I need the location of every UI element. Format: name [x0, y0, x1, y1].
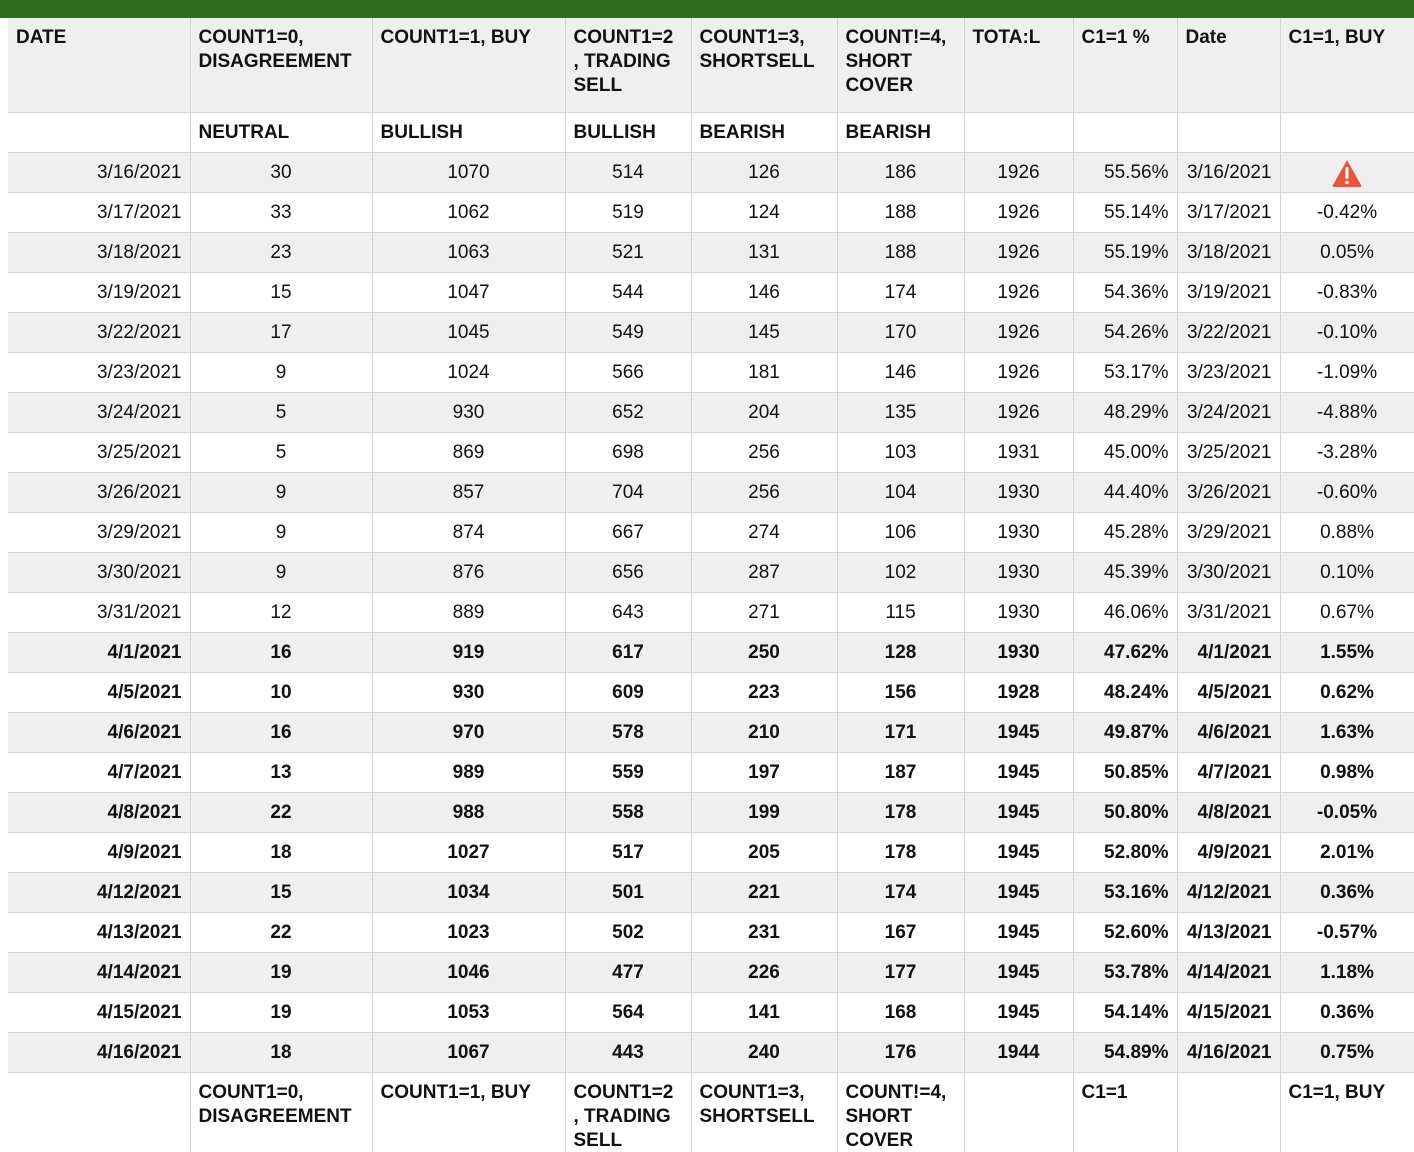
cell-date[interactable]: 4/14/2021 — [8, 953, 190, 993]
cell-c1-pct[interactable]: 53.16% — [1073, 873, 1177, 913]
table-row — [8, 233, 1414, 273]
cell-c1-buy[interactable]: -0.57% — [1280, 913, 1414, 953]
cell-date2[interactable]: 3/17/2021 — [1177, 193, 1280, 233]
cell-date[interactable]: 3/23/2021 — [8, 353, 190, 393]
cell-disagreement[interactable]: COUNT1=0, DISAGREEMENT — [190, 18, 372, 113]
cell-disagreement[interactable]: 9 — [190, 473, 372, 513]
cell-date[interactable]: 3/19/2021 — [8, 273, 190, 313]
cell-date2[interactable]: Date — [1177, 18, 1280, 113]
cell-date[interactable]: 4/9/2021 — [8, 833, 190, 873]
cell-c1-buy[interactable]: -0.42% — [1280, 193, 1414, 233]
table-row — [8, 593, 1414, 633]
cell-buy[interactable]: 1023 — [372, 913, 565, 953]
cell-disagreement[interactable]: 23 — [190, 233, 372, 273]
cell-c1-pct[interactable]: 53.78% — [1073, 953, 1177, 993]
footer-row — [8, 1073, 1414, 1152]
cell-short-cover[interactable]: 104 — [837, 473, 964, 513]
cell-short-cover[interactable]: 178 — [837, 833, 964, 873]
cell-trading-sell[interactable]: 617 — [565, 633, 691, 673]
cell-total[interactable]: 1945 — [964, 753, 1073, 793]
cell-buy[interactable]: 1024 — [372, 353, 565, 393]
cell-shortsell[interactable]: 223 — [691, 673, 837, 713]
cell-buy[interactable]: 919 — [372, 633, 565, 673]
table-row — [8, 753, 1414, 793]
cell-c1-buy[interactable]: -0.05% — [1280, 793, 1414, 833]
cell-date[interactable] — [8, 1073, 190, 1152]
table-row — [8, 353, 1414, 393]
cell-c1-pct[interactable]: 53.17% — [1073, 353, 1177, 393]
cell-c1-pct[interactable]: 45.39% — [1073, 553, 1177, 593]
cell-short-cover[interactable]: 128 — [837, 633, 964, 673]
cell-date[interactable]: 4/15/2021 — [8, 993, 190, 1033]
cell-trading-sell[interactable]: 578 — [565, 713, 691, 753]
cell-trading-sell[interactable]: 698 — [565, 433, 691, 473]
cell-buy[interactable]: 1070 — [372, 153, 565, 193]
cell-total[interactable]: 1926 — [964, 273, 1073, 313]
cell-total[interactable] — [964, 1073, 1073, 1152]
cell-buy[interactable]: 1067 — [372, 1033, 565, 1073]
cell-buy[interactable]: 1034 — [372, 873, 565, 913]
cell-total[interactable]: TOTA:L — [964, 18, 1073, 113]
cell-short-cover[interactable]: 178 — [837, 793, 964, 833]
cell-date[interactable]: 4/6/2021 — [8, 713, 190, 753]
cell-shortsell[interactable]: 126 — [691, 153, 837, 193]
cell-date[interactable] — [8, 113, 190, 153]
cell-short-cover[interactable]: 177 — [837, 953, 964, 993]
cell-trading-sell[interactable]: 501 — [565, 873, 691, 913]
table-row — [8, 393, 1414, 433]
cell-trading-sell[interactable]: 558 — [565, 793, 691, 833]
toolbar-strip — [0, 0, 1414, 18]
cell-c1-pct[interactable]: 45.00% — [1073, 433, 1177, 473]
cell-disagreement[interactable]: NEUTRAL — [190, 113, 372, 153]
cell-total[interactable]: 1930 — [964, 513, 1073, 553]
cell-shortsell[interactable]: 124 — [691, 193, 837, 233]
cell-c1-pct[interactable]: 54.14% — [1073, 993, 1177, 1033]
cell-disagreement[interactable]: 22 — [190, 913, 372, 953]
cell-shortsell[interactable]: 287 — [691, 553, 837, 593]
cell-c1-pct[interactable]: 48.24% — [1073, 673, 1177, 713]
cell-buy[interactable]: 1062 — [372, 193, 565, 233]
cell-date2[interactable]: 4/13/2021 — [1177, 913, 1280, 953]
cell-short-cover[interactable]: 115 — [837, 593, 964, 633]
cell-short-cover[interactable]: 135 — [837, 393, 964, 433]
cell-buy[interactable]: 889 — [372, 593, 565, 633]
cell-total[interactable]: 1926 — [964, 313, 1073, 353]
cell-c1-pct[interactable]: 49.87% — [1073, 713, 1177, 753]
warning-triangle-icon — [1331, 158, 1363, 188]
cell-c1-pct[interactable]: C1=1 % — [1073, 18, 1177, 113]
cell-disagreement[interactable]: 9 — [190, 553, 372, 593]
cell-short-cover[interactable]: 156 — [837, 673, 964, 713]
cell-total[interactable]: 1930 — [964, 473, 1073, 513]
cell-short-cover[interactable]: 171 — [837, 713, 964, 753]
cell-trading-sell[interactable]: 502 — [565, 913, 691, 953]
cell-total[interactable]: 1926 — [964, 353, 1073, 393]
cell-short-cover[interactable]: 102 — [837, 553, 964, 593]
cell-buy[interactable]: 1063 — [372, 233, 565, 273]
cell-date2[interactable]: 3/22/2021 — [1177, 313, 1280, 353]
cell-disagreement[interactable]: 16 — [190, 713, 372, 753]
cell-buy[interactable]: 1047 — [372, 273, 565, 313]
cell-date2[interactable]: 4/15/2021 — [1177, 993, 1280, 1033]
cell-buy[interactable]: 930 — [372, 673, 565, 713]
table-row — [8, 313, 1414, 353]
cell-short-cover[interactable]: 174 — [837, 873, 964, 913]
cell-trading-sell[interactable]: 652 — [565, 393, 691, 433]
cell-short-cover[interactable]: 168 — [837, 993, 964, 1033]
cell-disagreement[interactable]: 9 — [190, 513, 372, 553]
table-row — [8, 553, 1414, 593]
cell-buy[interactable]: 874 — [372, 513, 565, 553]
cell-trading-sell[interactable]: BULLISH — [565, 113, 691, 153]
cell-buy[interactable]: 1046 — [372, 953, 565, 993]
cell-date2[interactable]: 4/1/2021 — [1177, 633, 1280, 673]
data-table — [8, 18, 1414, 1152]
cell-trading-sell[interactable]: 544 — [565, 273, 691, 313]
cell-buy[interactable]: 988 — [372, 793, 565, 833]
cell-c1-buy[interactable]: 1.18% — [1280, 953, 1414, 993]
cell-date[interactable]: 3/26/2021 — [8, 473, 190, 513]
cell-c1-buy[interactable]: 0.67% — [1280, 593, 1414, 633]
cell-shortsell[interactable]: 210 — [691, 713, 837, 753]
cell-total[interactable]: 1945 — [964, 953, 1073, 993]
cell-disagreement[interactable]: 18 — [190, 1033, 372, 1073]
cell-c1-pct[interactable] — [1073, 113, 1177, 153]
cell-c1-pct[interactable]: 50.85% — [1073, 753, 1177, 793]
cell-trading-sell[interactable]: 517 — [565, 833, 691, 873]
cell-c1-buy[interactable]: -0.10% — [1280, 313, 1414, 353]
cell-date[interactable]: 4/16/2021 — [8, 1033, 190, 1073]
table-row — [8, 913, 1414, 953]
cell-shortsell[interactable]: 250 — [691, 633, 837, 673]
cell-c1-pct[interactable]: 50.80% — [1073, 793, 1177, 833]
cell-total[interactable]: 1930 — [964, 593, 1073, 633]
cell-date2[interactable]: 4/9/2021 — [1177, 833, 1280, 873]
cell-buy[interactable]: 989 — [372, 753, 565, 793]
cell-trading-sell[interactable]: 704 — [565, 473, 691, 513]
cell-date[interactable]: 4/13/2021 — [8, 913, 190, 953]
cell-c1-pct[interactable]: 52.80% — [1073, 833, 1177, 873]
cell-c1-buy[interactable]: 0.36% — [1280, 993, 1414, 1033]
cell-c1-pct[interactable]: 52.60% — [1073, 913, 1177, 953]
cell-disagreement[interactable]: 22 — [190, 793, 372, 833]
table-row — [8, 953, 1414, 993]
cell-c1-buy[interactable]: C1=1, BUY — [1280, 1073, 1414, 1152]
cell-c1-buy[interactable]: 0.62% — [1280, 673, 1414, 713]
cell-buy[interactable]: BULLISH — [372, 113, 565, 153]
cell-c1-buy[interactable]: 0.98% — [1280, 753, 1414, 793]
table-row — [8, 153, 1414, 193]
cell-c1-buy[interactable]: -4.88% — [1280, 393, 1414, 433]
cell-c1-pct[interactable]: 55.14% — [1073, 193, 1177, 233]
cell-date2[interactable] — [1177, 1073, 1280, 1152]
cell-trading-sell[interactable]: 477 — [565, 953, 691, 993]
cell-short-cover[interactable]: 170 — [837, 313, 964, 353]
cell-shortsell[interactable]: BEARISH — [691, 113, 837, 153]
cell-disagreement[interactable]: 12 — [190, 593, 372, 633]
cell-shortsell[interactable]: 271 — [691, 593, 837, 633]
cell-date[interactable]: 4/8/2021 — [8, 793, 190, 833]
cell-date[interactable]: 3/31/2021 — [8, 593, 190, 633]
cell-total[interactable]: 1931 — [964, 433, 1073, 473]
cell-short-cover[interactable]: 176 — [837, 1033, 964, 1073]
cell-disagreement[interactable]: 17 — [190, 313, 372, 353]
cell-total[interactable]: 1926 — [964, 193, 1073, 233]
cell-date[interactable]: 3/16/2021 — [8, 153, 190, 193]
cell-disagreement[interactable]: COUNT1=0, DISAGREEMENT — [190, 1073, 372, 1152]
cell-total[interactable]: 1926 — [964, 233, 1073, 273]
cell-buy[interactable]: COUNT1=1, BUY — [372, 18, 565, 113]
cell-date2[interactable]: 4/8/2021 — [1177, 793, 1280, 833]
cell-c1-pct[interactable]: 54.89% — [1073, 1033, 1177, 1073]
cell-trading-sell[interactable]: COUNT1=2 , TRADING SELL — [565, 1073, 691, 1152]
cell-date[interactable]: 3/25/2021 — [8, 433, 190, 473]
cell-short-cover[interactable]: 188 — [837, 193, 964, 233]
cell-short-cover[interactable]: 187 — [837, 753, 964, 793]
cell-date2[interactable]: 3/30/2021 — [1177, 553, 1280, 593]
cell-date2[interactable]: 3/29/2021 — [1177, 513, 1280, 553]
cell-date2[interactable]: 3/16/2021 — [1177, 153, 1280, 193]
cell-shortsell[interactable]: 256 — [691, 473, 837, 513]
cell-date2[interactable]: 4/6/2021 — [1177, 713, 1280, 753]
cell-total[interactable]: 1945 — [964, 793, 1073, 833]
cell-date2[interactable]: 4/16/2021 — [1177, 1033, 1280, 1073]
cell-short-cover[interactable]: 188 — [837, 233, 964, 273]
cell-shortsell[interactable]: 141 — [691, 993, 837, 1033]
cell-buy[interactable]: 930 — [372, 393, 565, 433]
cell-c1-buy[interactable] — [1280, 153, 1414, 193]
cell-shortsell[interactable]: 221 — [691, 873, 837, 913]
cell-disagreement[interactable]: 18 — [190, 833, 372, 873]
cell-trading-sell[interactable]: 566 — [565, 353, 691, 393]
table-row — [8, 673, 1414, 713]
cell-total[interactable]: 1945 — [964, 913, 1073, 953]
cell-date[interactable]: 3/18/2021 — [8, 233, 190, 273]
cell-buy[interactable]: 876 — [372, 553, 565, 593]
cell-disagreement[interactable]: 15 — [190, 873, 372, 913]
cell-c1-buy[interactable]: 0.05% — [1280, 233, 1414, 273]
cell-short-cover[interactable]: 146 — [837, 353, 964, 393]
cell-shortsell[interactable]: 274 — [691, 513, 837, 553]
cell-c1-buy[interactable]: 0.88% — [1280, 513, 1414, 553]
cell-date2[interactable]: 4/12/2021 — [1177, 873, 1280, 913]
cell-shortsell[interactable]: 205 — [691, 833, 837, 873]
cell-c1-buy[interactable]: -3.28% — [1280, 433, 1414, 473]
cell-date2[interactable]: 3/26/2021 — [1177, 473, 1280, 513]
cell-date2[interactable]: 3/31/2021 — [1177, 593, 1280, 633]
cell-disagreement[interactable]: 33 — [190, 193, 372, 233]
cell-total[interactable]: 1945 — [964, 873, 1073, 913]
cell-short-cover[interactable]: COUNT!=4, SHORT COVER — [837, 18, 964, 113]
cell-shortsell[interactable]: 146 — [691, 273, 837, 313]
table-row — [8, 633, 1414, 673]
table-row — [8, 513, 1414, 553]
cell-date2[interactable]: 4/5/2021 — [1177, 673, 1280, 713]
cell-total[interactable]: 1928 — [964, 673, 1073, 713]
table-row — [8, 713, 1414, 753]
cell-disagreement[interactable]: 19 — [190, 993, 372, 1033]
cell-date2[interactable] — [1177, 113, 1280, 153]
cell-total[interactable]: 1930 — [964, 633, 1073, 673]
cell-c1-pct[interactable]: 55.56% — [1073, 153, 1177, 193]
cell-shortsell[interactable]: COUNT1=3, SHORTSELL — [691, 1073, 837, 1152]
cell-c1-buy[interactable]: C1=1, BUY — [1280, 18, 1414, 113]
cell-date[interactable]: DATE — [8, 18, 190, 113]
header-row — [8, 18, 1414, 113]
cell-shortsell[interactable]: 145 — [691, 313, 837, 353]
cell-trading-sell[interactable]: 443 — [565, 1033, 691, 1073]
cell-trading-sell[interactable]: 656 — [565, 553, 691, 593]
cell-c1-buy[interactable]: 0.75% — [1280, 1033, 1414, 1073]
spreadsheet — [8, 18, 1414, 1152]
table-row — [8, 793, 1414, 833]
cell-c1-buy[interactable]: -0.83% — [1280, 273, 1414, 313]
cell-total[interactable]: 1926 — [964, 393, 1073, 433]
table-row — [8, 993, 1414, 1033]
cell-total[interactable]: 1945 — [964, 833, 1073, 873]
cell-total[interactable]: 1944 — [964, 1033, 1073, 1073]
cell-buy[interactable]: 970 — [372, 713, 565, 753]
cell-disagreement[interactable]: 9 — [190, 353, 372, 393]
cell-short-cover[interactable]: 106 — [837, 513, 964, 553]
cell-buy[interactable]: 869 — [372, 433, 565, 473]
cell-date[interactable]: 4/7/2021 — [8, 753, 190, 793]
cell-short-cover[interactable]: 174 — [837, 273, 964, 313]
cell-c1-buy[interactable]: -0.60% — [1280, 473, 1414, 513]
cell-total[interactable]: 1945 — [964, 993, 1073, 1033]
table-row — [8, 193, 1414, 233]
cell-date[interactable]: 3/17/2021 — [8, 193, 190, 233]
cell-c1-buy[interactable]: 0.36% — [1280, 873, 1414, 913]
cell-c1-buy[interactable] — [1280, 113, 1414, 153]
cell-shortsell[interactable]: 231 — [691, 913, 837, 953]
cell-c1-pct[interactable]: 54.36% — [1073, 273, 1177, 313]
cell-short-cover[interactable]: COUNT!=4, SHORT COVER — [837, 1073, 964, 1152]
cell-date2[interactable]: 3/18/2021 — [1177, 233, 1280, 273]
cell-date[interactable]: 4/12/2021 — [8, 873, 190, 913]
table-row — [8, 1033, 1414, 1073]
cell-date[interactable]: 3/24/2021 — [8, 393, 190, 433]
cell-short-cover[interactable]: 167 — [837, 913, 964, 953]
cell-date2[interactable]: 4/14/2021 — [1177, 953, 1280, 993]
cell-c1-pct[interactable]: 44.40% — [1073, 473, 1177, 513]
cell-date2[interactable]: 4/7/2021 — [1177, 753, 1280, 793]
cell-buy[interactable]: 857 — [372, 473, 565, 513]
cell-shortsell[interactable]: 226 — [691, 953, 837, 993]
cell-c1-buy[interactable]: 2.01% — [1280, 833, 1414, 873]
cell-shortsell[interactable]: 197 — [691, 753, 837, 793]
cell-c1-pct[interactable]: C1=1 — [1073, 1073, 1177, 1152]
cell-short-cover[interactable]: 103 — [837, 433, 964, 473]
cell-shortsell[interactable]: 204 — [691, 393, 837, 433]
cell-total[interactable] — [964, 113, 1073, 153]
cell-trading-sell[interactable]: 549 — [565, 313, 691, 353]
cell-trading-sell[interactable]: 514 — [565, 153, 691, 193]
cell-trading-sell[interactable]: COUNT1=2 , TRADING SELL — [565, 18, 691, 113]
cell-c1-pct[interactable]: 47.62% — [1073, 633, 1177, 673]
cell-c1-pct[interactable]: 46.06% — [1073, 593, 1177, 633]
cell-total[interactable]: 1926 — [964, 153, 1073, 193]
cell-c1-buy[interactable]: -1.09% — [1280, 353, 1414, 393]
cell-trading-sell[interactable]: 559 — [565, 753, 691, 793]
cell-date[interactable]: 3/22/2021 — [8, 313, 190, 353]
cell-disagreement[interactable]: 10 — [190, 673, 372, 713]
cell-trading-sell[interactable]: 667 — [565, 513, 691, 553]
cell-date2[interactable]: 3/19/2021 — [1177, 273, 1280, 313]
cell-c1-buy[interactable]: 1.55% — [1280, 633, 1414, 673]
cell-short-cover[interactable]: BEARISH — [837, 113, 964, 153]
cell-disagreement[interactable]: 30 — [190, 153, 372, 193]
cell-c1-pct[interactable]: 55.19% — [1073, 233, 1177, 273]
cell-total[interactable]: 1930 — [964, 553, 1073, 593]
cell-date[interactable]: 4/5/2021 — [8, 673, 190, 713]
table-row — [8, 273, 1414, 313]
cell-date2[interactable]: 3/24/2021 — [1177, 393, 1280, 433]
cell-trading-sell[interactable]: 564 — [565, 993, 691, 1033]
cell-buy[interactable]: 1053 — [372, 993, 565, 1033]
cell-c1-buy[interactable]: 0.10% — [1280, 553, 1414, 593]
table-row — [8, 433, 1414, 473]
cell-disagreement[interactable]: 5 — [190, 433, 372, 473]
cell-date[interactable]: 3/29/2021 — [8, 513, 190, 553]
cell-c1-buy[interactable]: 1.63% — [1280, 713, 1414, 753]
cell-trading-sell[interactable]: 609 — [565, 673, 691, 713]
subheader-row — [8, 113, 1414, 153]
cell-c1-pct[interactable]: 54.26% — [1073, 313, 1177, 353]
cell-date2[interactable]: 3/25/2021 — [1177, 433, 1280, 473]
cell-disagreement[interactable]: 19 — [190, 953, 372, 993]
cell-c1-pct[interactable]: 45.28% — [1073, 513, 1177, 553]
cell-date[interactable]: 4/1/2021 — [8, 633, 190, 673]
cell-buy[interactable]: 1027 — [372, 833, 565, 873]
cell-total[interactable]: 1945 — [964, 713, 1073, 753]
table-row — [8, 833, 1414, 873]
cell-shortsell[interactable]: 131 — [691, 233, 837, 273]
cell-disagreement[interactable]: 16 — [190, 633, 372, 673]
cell-disagreement[interactable]: 5 — [190, 393, 372, 433]
cell-shortsell[interactable]: 199 — [691, 793, 837, 833]
cell-trading-sell[interactable]: 521 — [565, 233, 691, 273]
cell-disagreement[interactable]: 13 — [190, 753, 372, 793]
cell-trading-sell[interactable]: 519 — [565, 193, 691, 233]
cell-disagreement[interactable]: 15 — [190, 273, 372, 313]
table-row — [8, 473, 1414, 513]
cell-date2[interactable]: 3/23/2021 — [1177, 353, 1280, 393]
cell-buy[interactable]: COUNT1=1, BUY — [372, 1073, 565, 1152]
cell-c1-pct[interactable]: 48.29% — [1073, 393, 1177, 433]
cell-shortsell[interactable]: COUNT1=3, SHORTSELL — [691, 18, 837, 113]
cell-trading-sell[interactable]: 643 — [565, 593, 691, 633]
cell-shortsell[interactable]: 256 — [691, 433, 837, 473]
table-row — [8, 873, 1414, 913]
cell-shortsell[interactable]: 240 — [691, 1033, 837, 1073]
cell-buy[interactable]: 1045 — [372, 313, 565, 353]
cell-date[interactable]: 3/30/2021 — [8, 553, 190, 593]
cell-shortsell[interactable]: 181 — [691, 353, 837, 393]
cell-short-cover[interactable]: 186 — [837, 153, 964, 193]
